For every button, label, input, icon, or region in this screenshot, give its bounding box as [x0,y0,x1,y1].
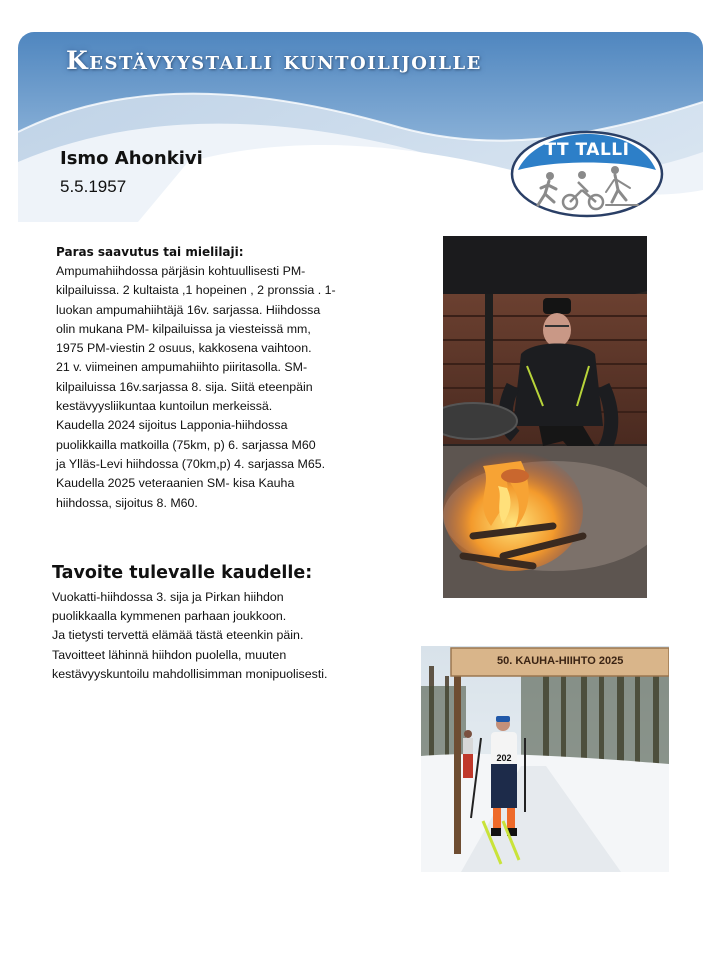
person-name: Ismo Ahonkivi [60,148,203,169]
birth-date: 5.5.1957 [60,177,127,196]
race-banner-text: 50. KAUHA-HIIHTO 2025 [497,655,624,667]
header-title: Kestävyystalli kuntoilijoille [66,46,482,75]
bib-number: 202 [496,753,512,763]
achievement-text: Ampumahiihdossa pärjäsin kohtuullisesti PM- kilpailuissa. 2 kultaista ,1 hopeinen , 2 pronssia . 1- luokan ampumahiihtäjä 16v. sarjassa. Hiihdossa olin mukana PM- kilpailuissa ja viesteissä mm, 1975 PM-viestin 2 osuus, kakkosena vaihtoon. 21 v. viimeinen ampumahiihto piiritasolla. SM- kilpailuissa 16v.sarjassa 8. sija. Siitä eteenpäin kestävyysliikuntaa kuntoilun merkeissä. Kaudella 2024 sijoitus Lapponia-hiihdossa puolikkailla matkoilla (75km, p) 6. sarjassa M60 ja Ylläs-Levi hiihdossa (70km,p) 4. sarjassa M65. Kaudella 2025 veteraanien SM- kisa Kauha hiihdossa, sijoitus 8. M60. [56,264,336,510]
achievement-heading: Paras saavutus tai mielilaji: [56,245,244,259]
campfire-photo [443,236,647,598]
achievement-section [56,243,401,513]
tt-talli-logo [510,130,664,218]
logo-text: TT TALLI [544,140,630,160]
goals-text: Vuokatti-hiihdossa 3. sija ja Pirkan hiihdon puolikkaalla kymmenen parhaan joukkoon. Ja tietysti tervettä elämää tästä eteenkin päin. Tavoitteet lähinnä hiihdon puolella, muuten kestävyyskuntoilu mahdollisimman monipuolisesti. [52,590,328,681]
ski-race-photo [421,646,669,872]
goals-heading: Tavoite tulevalle kaudelle: [52,563,313,583]
